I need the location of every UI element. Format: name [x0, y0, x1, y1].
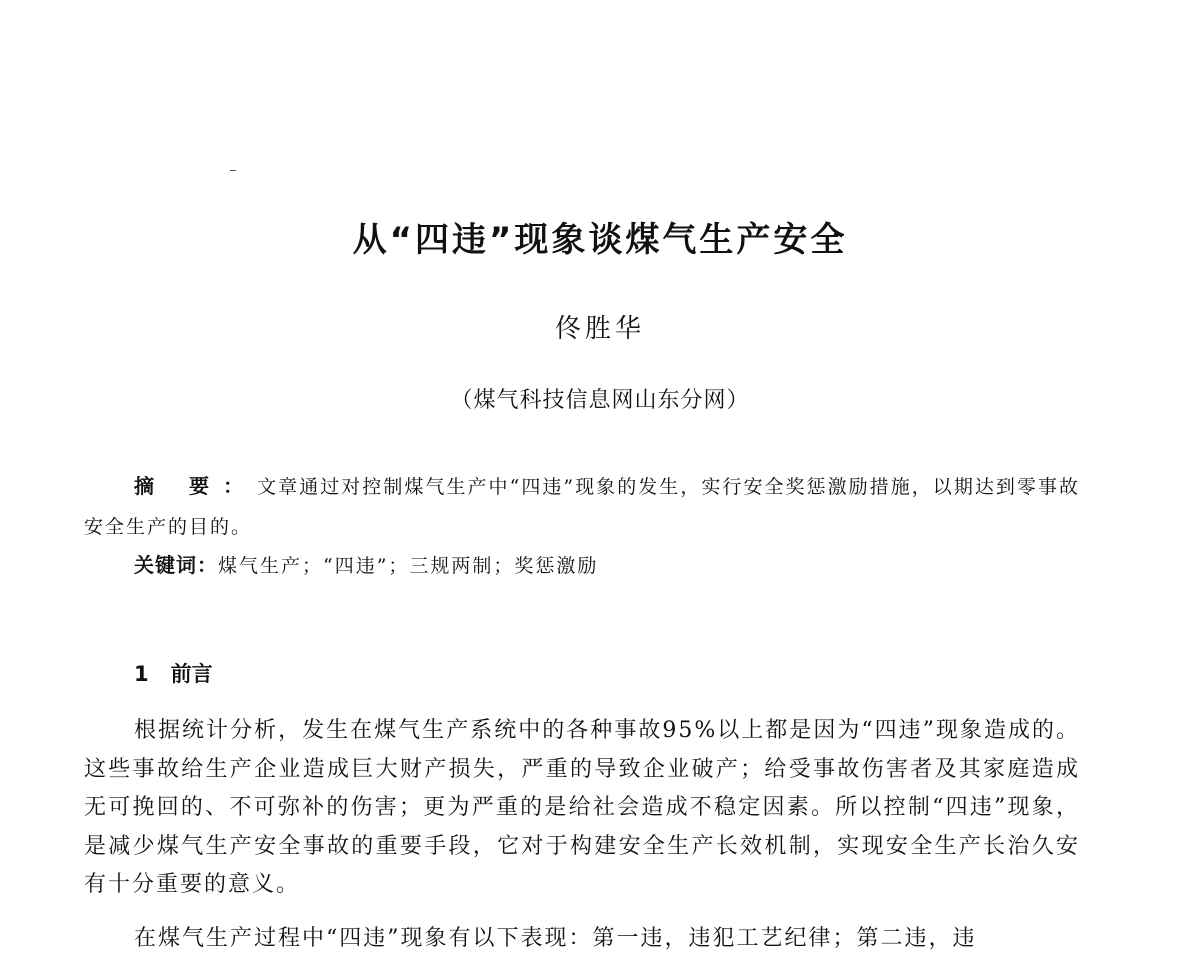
keywords — [134, 548, 1080, 583]
abstract-label: 摘 要： — [134, 474, 258, 498]
section-heading — [134, 658, 213, 688]
author-name: 佟胜华 — [554, 314, 645, 344]
keywords-label: 关键词： — [134, 553, 218, 577]
body-paragraph: 在煤气生产过程中“四违”现象有以下表现：第一违，违犯工艺纪律；第二违，违 — [134, 926, 977, 951]
scan-artifact — [230, 170, 236, 171]
abstract — [84, 466, 1080, 547]
section-number: 1 — [134, 662, 149, 686]
section-title: 前言 — [170, 662, 213, 686]
paper-title: 从“四违”现象谈煤气生产安全 — [352, 220, 848, 260]
keywords-text: 煤气生产；“四违”；三规两制；奖惩激励 — [218, 555, 599, 577]
body-paragraph: 根据统计分析，发生在煤气生产系统中的各种事故95%以上都是因为“四违”现象造成的。这些事故给生产企业造成巨大财产损失，严重的导致企业破产；给受事故伤害者及其家庭造成无可挽回的、不可弥补的伤害；更为严重的是给社会造成不稳定因素。所以控制“四违”现象，是减少煤气生产安全事故的重要手段，它对于构建安全生产长效机制，实现安全生产长治久安有十分重要的意义。 — [84, 718, 1080, 897]
author-affiliation: （煤气科技信息网山东分网） — [450, 388, 750, 413]
abstract-text: 文章通过对控制煤气生产中“四违”现象的发生，实行安全奖惩激励措施，以期达到零事故安全生产的目的。 — [84, 476, 1080, 538]
